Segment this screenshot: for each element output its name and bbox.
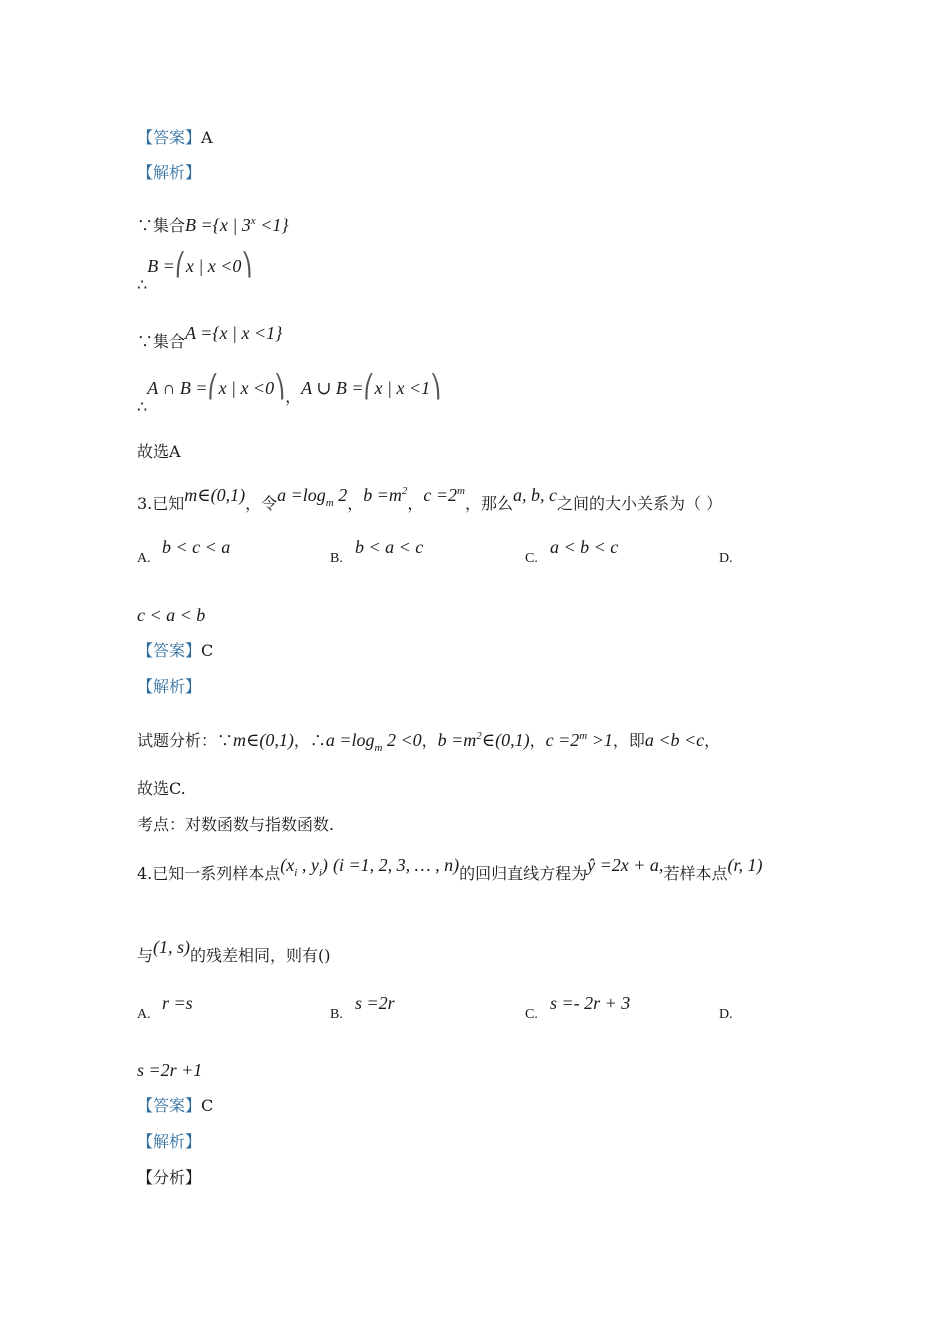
q2-step2: ∴B =⎛x | x <0⎞ [137, 252, 253, 294]
q2-answer: A [201, 128, 213, 147]
q3-stem: 3.已知m∈(0,1)，令$a =\log_m$ 2，$b =m^2$，$c =2^m$，那么a, b, c之间的大小关系为（ ） [137, 485, 723, 513]
q2-step1-math: B ={x | $3^x <1$} [185, 215, 289, 235]
q4-stem-line2: 与(1, s)的残差相同，则有() [137, 937, 331, 965]
q2-step2-math: B =⎛x | x <0⎞ [147, 252, 253, 277]
q2-conclusion: 故选A [137, 442, 181, 461]
q2-step4: ∴A ∩ B =⎛x | x <0⎞，A ∪ B =⎛x | x <1⎞ [137, 374, 442, 416]
q3-option-d-value: c < a < b [137, 605, 206, 625]
q4-stem-line1: 4.已知一系列样本点($x_i$ , $y_i$) (i =1, 2, 3, … , n)的回归直线方程为ŷ =2x + a,若样本点(r, 1) [137, 855, 763, 883]
q3-solution: 试题分析：∵m∈(0,1)，∴a $=\log_m$ 2 <0，$b =m^2\in(0,1)$，$c =2^m >1$，即a <b <c， [137, 730, 721, 754]
q2-step4-math-b: A ∪ B =⎛x | x <1⎞ [301, 374, 442, 399]
q3-conclusion: 故选C. [137, 779, 186, 798]
answer-tag: 【答案】 [137, 128, 202, 147]
q4-analysis-tag: 【解析】 [137, 1132, 202, 1151]
q2-step1: ∵集合B ={x | $3^x <1$} [137, 215, 289, 235]
q3-answer-line: 【答案】C [137, 641, 214, 660]
q2-step4-math-a: A ∩ B =⎛x | x <0⎞ [147, 374, 286, 399]
q4-fenxi-tag: 【分析】 [137, 1168, 202, 1187]
q2-step3-math: A ={x | x <1} [185, 323, 283, 343]
q4-option-d-value: s =2r +1 [137, 1060, 203, 1080]
q2-step3: ∵集合A ={x | x <1} [137, 323, 283, 351]
q3-kaodian: 考点：对数函数与指数函数. [137, 815, 335, 834]
q2-analysis-tag: 【解析】 [137, 163, 202, 182]
q3-analysis-tag: 【解析】 [137, 677, 202, 696]
q2-answer-line [137, 127, 213, 149]
q4-answer-line: 【答案】C [137, 1096, 214, 1115]
